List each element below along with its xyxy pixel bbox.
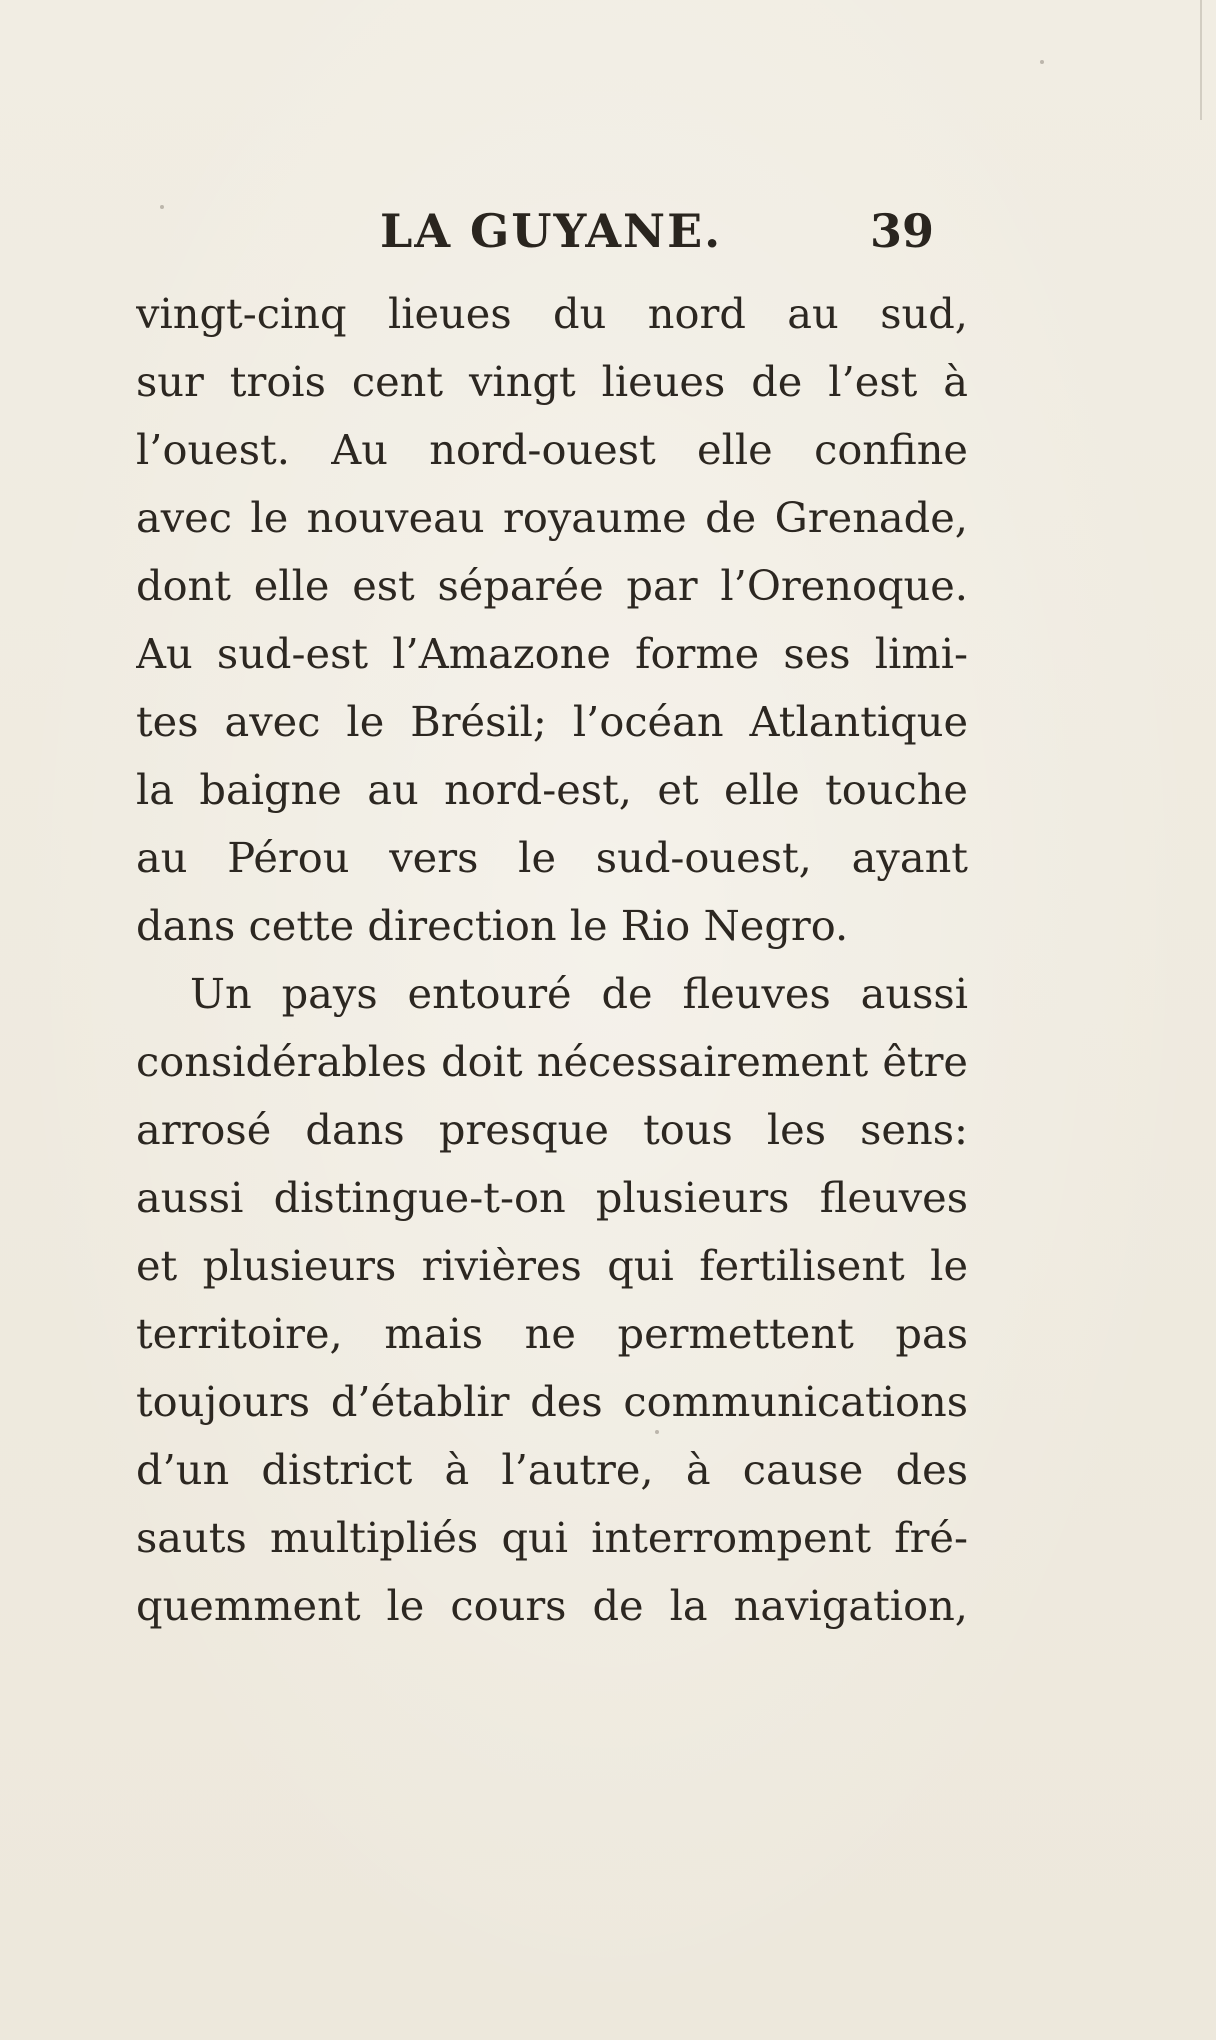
text-line: vingt-cinq lieues du nord au sud, (136, 289, 968, 338)
page-number: 39 (870, 204, 935, 258)
text-line: dans cette direction le Rio Negro. (136, 901, 849, 950)
text-line: tes avec le Brésil; l’océan Atlantique (136, 697, 968, 746)
text-line: sur trois cent vingt lieues de l’est à (136, 357, 968, 406)
text-line: avec le nouveau royaume de Grenade, (136, 493, 968, 542)
text-line: et plusieurs rivières qui fertilisent le (136, 1241, 968, 1290)
text-line: d’un district à l’autre, à cause des (136, 1445, 968, 1494)
text-line: considérables doit nécessairement être (136, 1037, 968, 1086)
paper-speck (160, 205, 164, 209)
text-line: sauts multipliés qui interrompent fré- (136, 1513, 968, 1562)
text-line: au Pérou vers le sud-ouest, ayant (136, 833, 968, 882)
page-edge-shadow (1200, 0, 1202, 120)
running-title: LA GUYANE. (380, 204, 723, 258)
text-line: quemment le cours de la navigation, (136, 1581, 968, 1630)
paper-speck (1040, 60, 1044, 64)
text-line: l’ouest. Au nord-ouest elle confine (136, 425, 968, 474)
text-line: Au sud-est l’Amazone forme ses limi- (136, 629, 968, 678)
text-line: aussi distingue-t-on plusieurs fleuves (136, 1173, 968, 1222)
text-line: arrosé dans presque tous les sens: (136, 1105, 968, 1154)
body-text (136, 280, 968, 1640)
text-line: toujours d’établir des communications (136, 1377, 968, 1426)
text-line: territoire, mais ne permettent pas (136, 1309, 968, 1358)
text-line: Un pays entouré de fleuves aussi (190, 969, 968, 1018)
text-line: dont elle est séparée par l’Orenoque. (136, 561, 968, 610)
text-line: la baigne au nord-est, et elle touche (136, 765, 968, 814)
